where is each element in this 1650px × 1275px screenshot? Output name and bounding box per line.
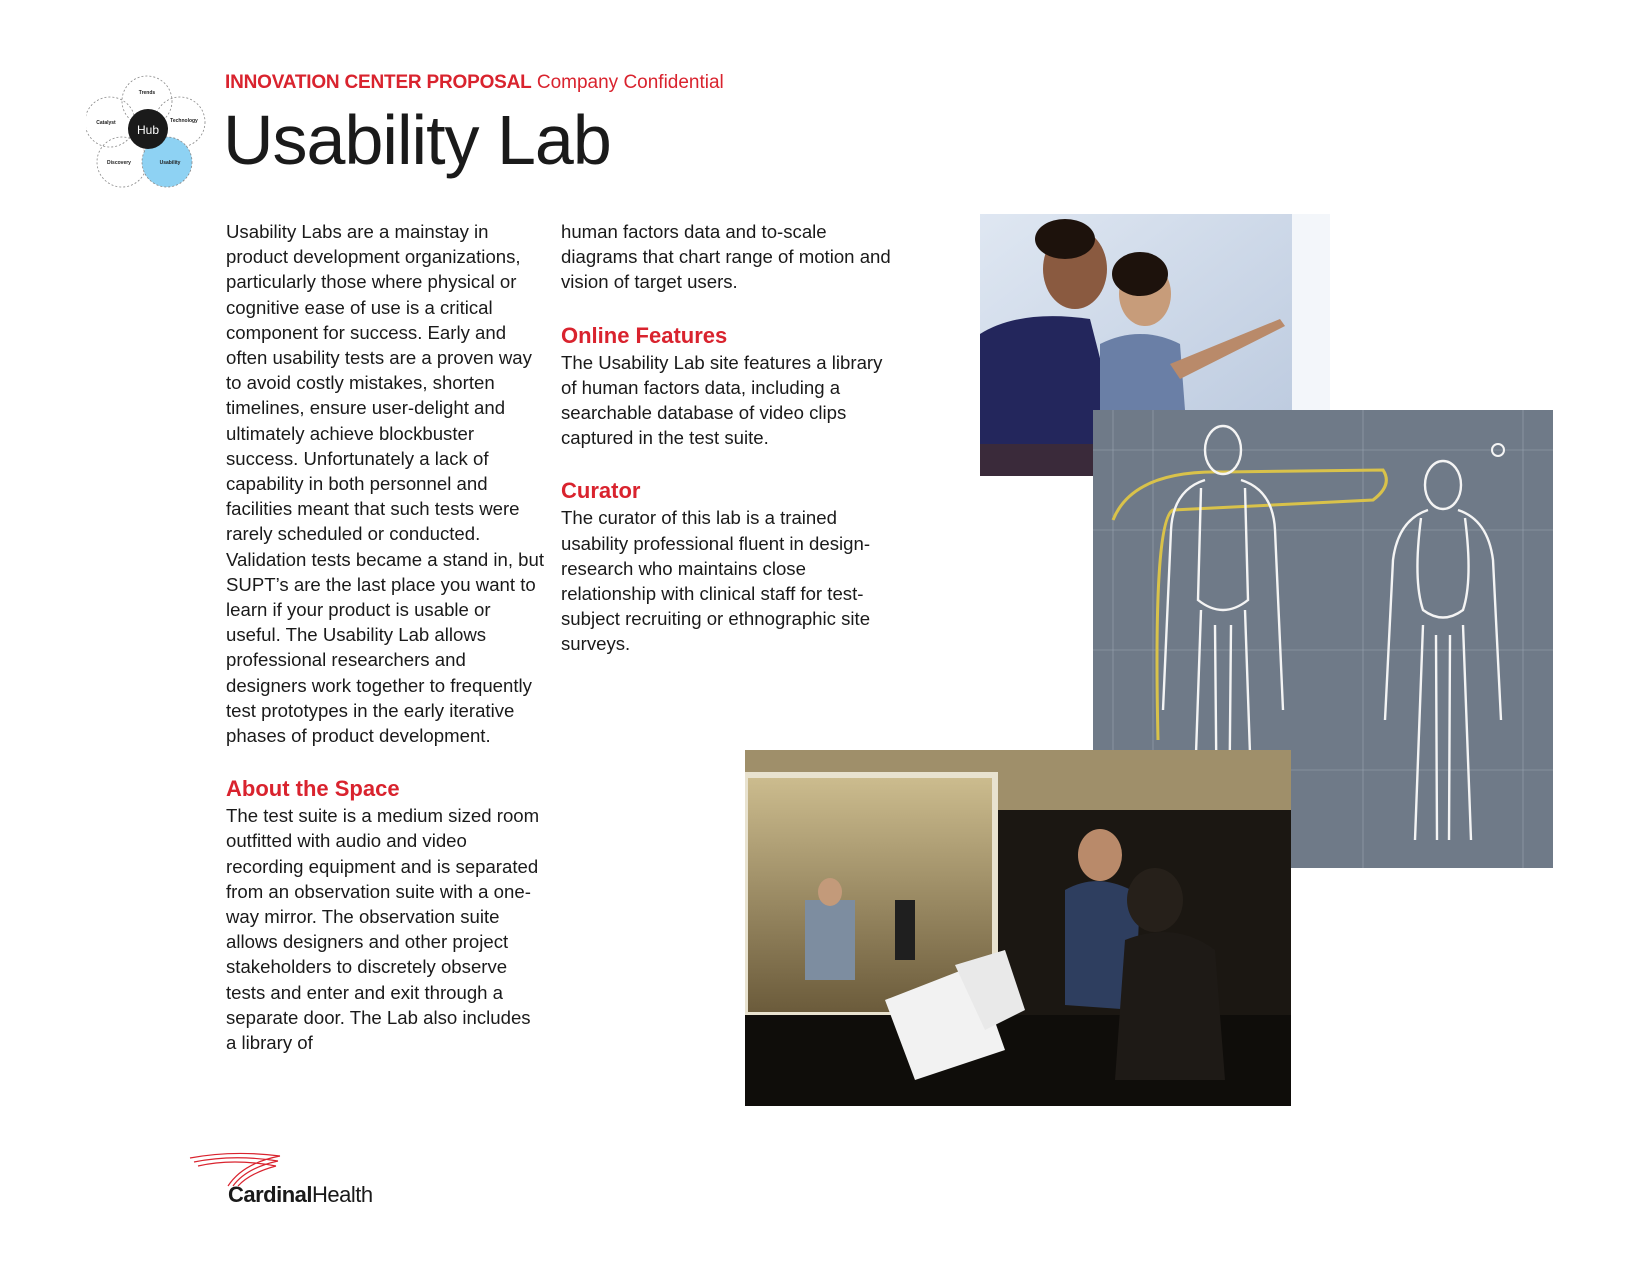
kicker-line <box>225 72 724 94</box>
logo-brand-light: Health <box>312 1182 373 1207</box>
intro-paragraph: Usability Labs are a mainstay in product development organizations, particularly those where physical or cognitive ease of use is a critical component for success. Early and often usability tests are a proven way to avoid costly mistakes, shorten timelines, ensure user-delight and ultimately achieve blockbuster success. Unfortunately a lack of capability in both personnel and facilities meant that such tests were rarely scheduled or conducted. Validation tests became a stand in, but SUPT’s are the last place you want to learn if your product is usable or useful. The Usability Lab allows professional researchers and designers work together to frequently test prototypes in the early iterative phases of product development. <box>226 221 545 747</box>
observation-room-photo <box>745 750 1291 1106</box>
about-paragraph: The test suite is a medium sized room outfitted with audio and video recording equipment and is separated from an observation suite with a one-way mirror. The observation suite allows designers and other project stakeholders to discretely observe tests and enter and exit through a separate door. The Lab also includes a library of <box>226 805 540 1054</box>
hub-center-label: Hub <box>136 123 160 137</box>
hub-node-label: Usability <box>159 160 181 166</box>
logo-wordmark <box>228 1182 373 1208</box>
kicker-light: Company Confidential <box>536 72 724 93</box>
logo-brand-bold: Cardinal <box>228 1182 313 1207</box>
hub-diagram <box>86 74 212 194</box>
about-heading: About the Space <box>226 776 400 802</box>
online-features-heading: Online Features <box>561 322 728 348</box>
cardinal-health-logo <box>188 1148 378 1212</box>
online-features-paragraph: The Usability Lab site features a library of human factors data, including a searchable database of video clips captured in the test suite. <box>561 351 883 449</box>
curator-heading: Curator <box>561 478 641 504</box>
curator-paragraph: The curator of this lab is a trained usability professional fluent in design-research who maintains close relationship with clinical staff for test-subject recruiting or ethnographic site surveys. <box>561 507 871 655</box>
hub-node-label: Trends <box>138 90 156 96</box>
about-paragraph-continued: human factors data and to-scale diagrams that chart range of motion and vision of target users. <box>561 221 891 293</box>
hub-node-label: Discovery <box>107 160 131 166</box>
hub-node-label: Catalyst <box>96 120 116 126</box>
text-column-left <box>226 219 544 1055</box>
page-title: Usability Lab <box>223 101 611 179</box>
kicker-bold: INNOVATION CENTER PROPOSAL <box>225 72 532 93</box>
text-column-middle <box>561 219 891 657</box>
hub-node-label: Technology <box>170 118 198 124</box>
